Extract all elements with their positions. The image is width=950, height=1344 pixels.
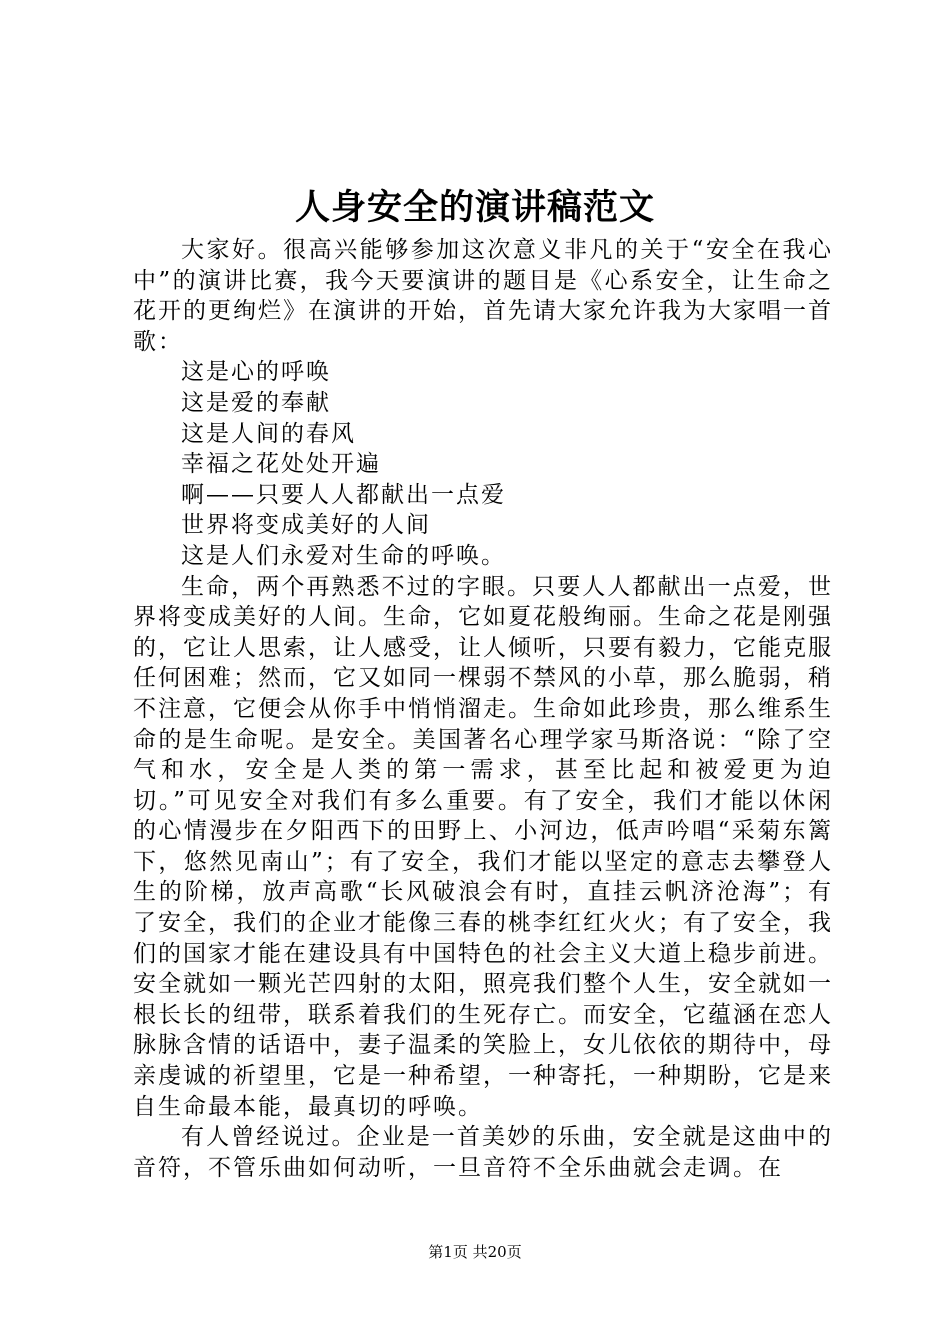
song-line: 啊——只要人人都献出一点爱 [181,481,506,508]
paragraph-intro: 大家好。很高兴能够参加这次意义非凡的关于“安全在我心中”的演讲比赛，我今天要演讲的题目是《心系安全，让生命之花开的更绚烂》在演讲的开始，首先请大家允许我为大家唱一首歌： [133,237,833,355]
page-number: 第1页 共20页 [428,1243,522,1261]
document-title: 人身安全的演讲稿范文 [294,188,655,228]
song-line: 这是爱的奉献 [181,389,331,416]
song-line: 这是心的呼唤 [181,359,331,386]
document-body [133,235,833,1183]
paragraph-enterprise: 有人曾经说过。企业是一首美妙的乐曲，安全就是这曲中的音符，不管乐曲如何动听，一旦音符不全乐曲就会走调。在 [133,1124,833,1181]
song-line: 这是人间的春风 [181,420,356,447]
song-line: 世界将变成美好的人间 [181,512,431,539]
paragraph-life: 生命，两个再熟悉不过的字眼。只要人人都献出一点爱，世界将变成美好的人间。生命，它如夏花般绚丽。生命之花是刚强的，它让人思索，让人感受，让人倾听，只要有毅力，它能克服任何困难；然而，它又如同一棵弱不禁风的小草，那么脆弱，稍不注意，它便会从你手中悄悄溜走。生命如此珍贵，那么维系生命的是生命呢。是安全。美国著名心理学家马斯洛说：“除了空气和水，安全是人类的第一需求，甚至比起和被爱更为迫切。”可见安全对我们有多么重要。有了安全，我们才能以休闲的心情漫步在夕阳西下的田野上、小河边，低声吟唱“采菊东篱下，悠然见南山”；有了安全，我们才能以坚定的意志去攀登人生的阶梯，放声高歌“长风破浪会有时，直挂云帆济沧海”；有了安全，我们的企业才能像三春的桃李红红火火；有了安全，我们的国家才能在建设具有中国特色的社会主义大道上稳步前进。安全就如一颗光芒四射的太阳，照亮我们整个人生，安全就如一根长长的纽带，联系着我们的生死存亡。而安全，它蕴涵在恋人脉脉含情的话语中，妻子温柔的笑脸上，女儿依依的期待中，母亲虔诚的祈望里，它是一种希望，一种寄托，一种期盼，它是来自生命最本能，最真切的呼唤。 [133,573,833,1120]
song-line: 幸福之花处处开遍 [181,451,381,478]
song-line: 这是人们永爱对生命的呼唤。 [181,542,506,569]
